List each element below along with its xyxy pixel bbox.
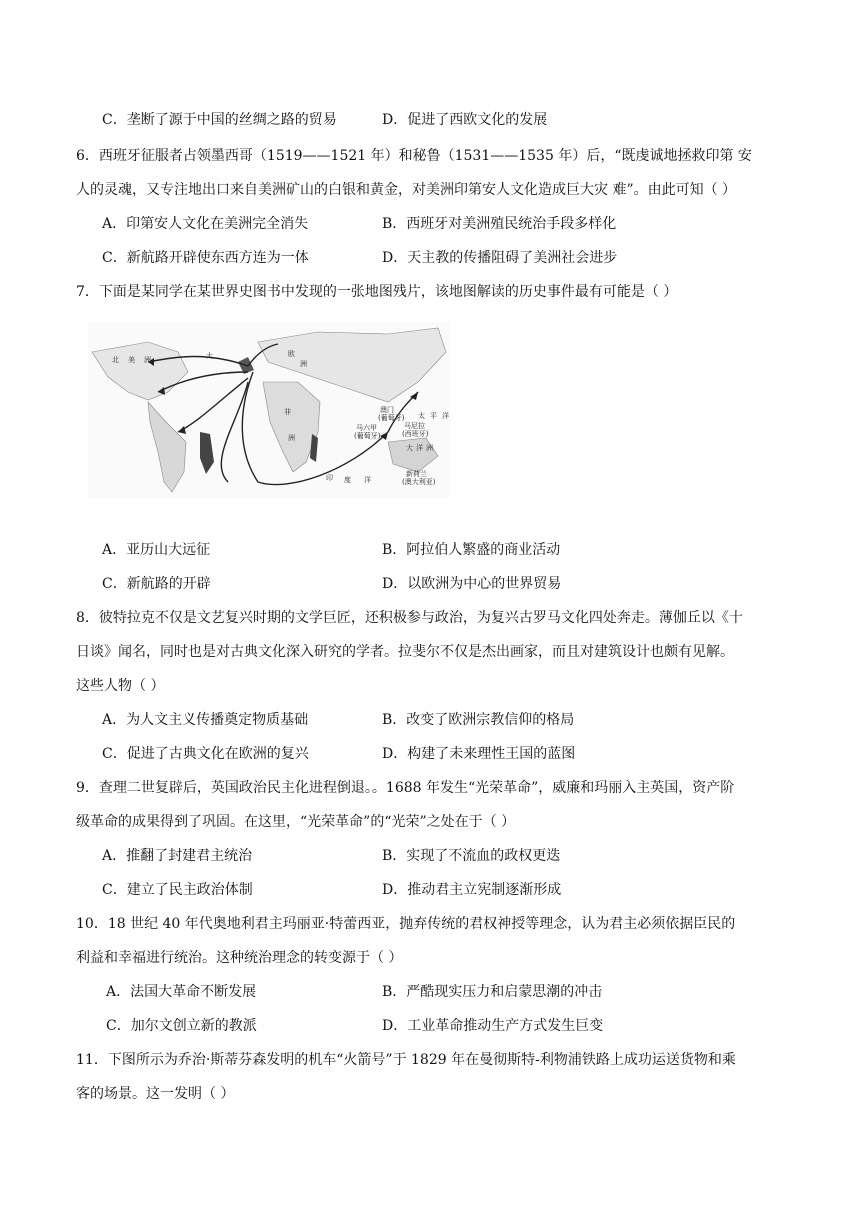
q7-option-b: B．阿拉伯人繁盛的商业活动 <box>382 542 561 558</box>
trade-route-map <box>88 322 450 498</box>
map-label-africa-2: 洲 <box>288 434 295 442</box>
q8-option-c: C．促进了古典文化在欧洲的复兴 <box>102 746 309 762</box>
q5-option-c: C．垄断了源于中国的丝绸之路的贸易 <box>102 112 337 128</box>
q8-option-d: D．构建了未来理性王国的蓝图 <box>382 746 576 762</box>
map-label-oceania-2: 洋 <box>416 444 423 452</box>
q9-stem-line2: 级革命的成果得到了巩固。在这里，“光荣革命”的“光荣”之处在于（ ） <box>76 814 516 830</box>
map-label-pacific-2: 平 <box>430 412 437 420</box>
map-label-malacca-owner: (葡萄牙) <box>354 432 381 440</box>
q9-stem-line1: 9．查理二世复辟后，英国政治民主化进程倒退。。1688 年发生“光荣革命”，威廉和玛丽入主英国，资产阶 <box>76 780 735 796</box>
map-label-africa-1: 非 <box>284 408 291 416</box>
q7-option-c: C．新航路的开辟 <box>102 576 211 592</box>
q8-option-b: B．改变了欧洲宗教信仰的格局 <box>382 712 575 728</box>
q6-option-a: A．印第安人文化在美洲完全消失 <box>102 216 309 232</box>
map-label-north: 北 <box>112 356 119 364</box>
map-label-atlantic: 大 <box>206 352 213 360</box>
q6-option-b: B．西班牙对美洲殖民统治手段多样化 <box>382 216 617 232</box>
map-label-oceania-3: 洲 <box>426 444 433 452</box>
q9-option-c: C．建立了民主政治体制 <box>102 882 253 898</box>
map-label-pacific-3: 洋 <box>442 412 449 420</box>
map-label-indian-2: 度 <box>344 476 351 484</box>
q10-stem-line1: 10．18 世纪 40 年代奥地利君主玛丽亚·特蕾西亚，抛弃传统的君权神授等理念，认为君主必须依据臣民的 <box>76 916 736 932</box>
q11-stem-line2: 客的场景。这一发明（ ） <box>76 1086 235 1102</box>
q6-option-d: D．天主教的传播阻碍了美洲社会进步 <box>382 250 618 266</box>
map-label-malacca: 马六甲 <box>356 424 377 432</box>
q10-stem-line2: 利益和幸福进行统治。这种统治理念的转变源于（ ） <box>76 950 403 966</box>
q10-option-b: B．严酷现实压力和启蒙思潮的冲击 <box>382 984 603 1000</box>
map-label-manila-owner: (西班牙) <box>402 430 429 438</box>
q8-option-a: A．为人文主义传播奠定物质基础 <box>102 712 309 728</box>
map-label-macau: 澳门 <box>380 406 394 414</box>
map-label-pacific-1: 太 <box>418 412 425 420</box>
q10-option-a: A．法国大革命不断发展 <box>106 984 257 1000</box>
q7-stem: 7．下面是某同学在某世界史图书中发现的一张地图残片，该地图解读的历史事件最有可能是（ ） <box>76 284 678 300</box>
q8-stem-line3: 这些人物（ ） <box>76 678 165 694</box>
q9-option-d: D．推动君主立宪制逐渐形成 <box>382 882 562 898</box>
q8-stem-line1: 8．彼特拉克不仅是文艺复兴时期的文学巨匠，还积极参与政治，为复兴古罗马文化四处奔走。薄伽丘以《十 <box>76 610 743 626</box>
q6-stem-line1: 6．西班牙征服者占领墨西哥（1519——1521 年）和秘鲁（1531——1535 年）后，“既虔诚地拯救印第 安 <box>76 148 752 164</box>
q6-stem-line2: 人的灵魂，又专注地出口来自美洲矿山的白银和黄金，对美洲印第安人文化造成巨大灾 难”。由此可知（ ） <box>76 182 737 198</box>
map-label-macau-owner: (葡萄牙) <box>378 414 405 422</box>
q8-stem-line2: 日谈》闻名，同时也是对古典文化深入研究的学者。拉斐尔不仅是杰出画家，而且对建筑设计也颇有见解。 <box>76 644 734 660</box>
map-label-europe-2: 洲 <box>300 360 307 368</box>
map-label-oceania-1: 大 <box>406 444 413 452</box>
q9-option-a: A．推翻了封建君主统治 <box>102 848 253 864</box>
q11-stem-line1: 11．下图所示为乔治·斯蒂芬森发明的机车“火箭号”于 1829 年在曼彻斯特-利物浦铁路上成功运送货物和乘 <box>76 1052 736 1068</box>
q7-option-a: A．亚历山大远征 <box>102 542 211 558</box>
map-label-indian-3: 洋 <box>364 476 371 484</box>
map-label-america-1: 美 <box>128 356 135 364</box>
map-label-europe-1: 欧 <box>288 350 295 358</box>
map-label-indian-1: 印 <box>326 474 333 482</box>
q5-option-d: D．促进了西欧文化的发展 <box>382 112 548 128</box>
q10-option-d: D．工业革命推动生产方式发生巨变 <box>382 1018 604 1034</box>
map-label-manila: 马尼拉 <box>404 422 425 430</box>
q10-option-c: C．加尔文创立新的教派 <box>106 1018 257 1034</box>
q9-option-b: B．实现了不流血的政权更迭 <box>382 848 561 864</box>
map-label-new-holland: 新荷兰 <box>406 470 427 478</box>
map-label-america-2: 洲 <box>144 356 151 364</box>
map-label-australia: (澳大利亚) <box>402 478 436 486</box>
q6-option-c: C．新航路开辟使东西方连为一体 <box>102 250 309 266</box>
q7-option-d: D．以欧洲为中心的世界贸易 <box>382 576 562 592</box>
